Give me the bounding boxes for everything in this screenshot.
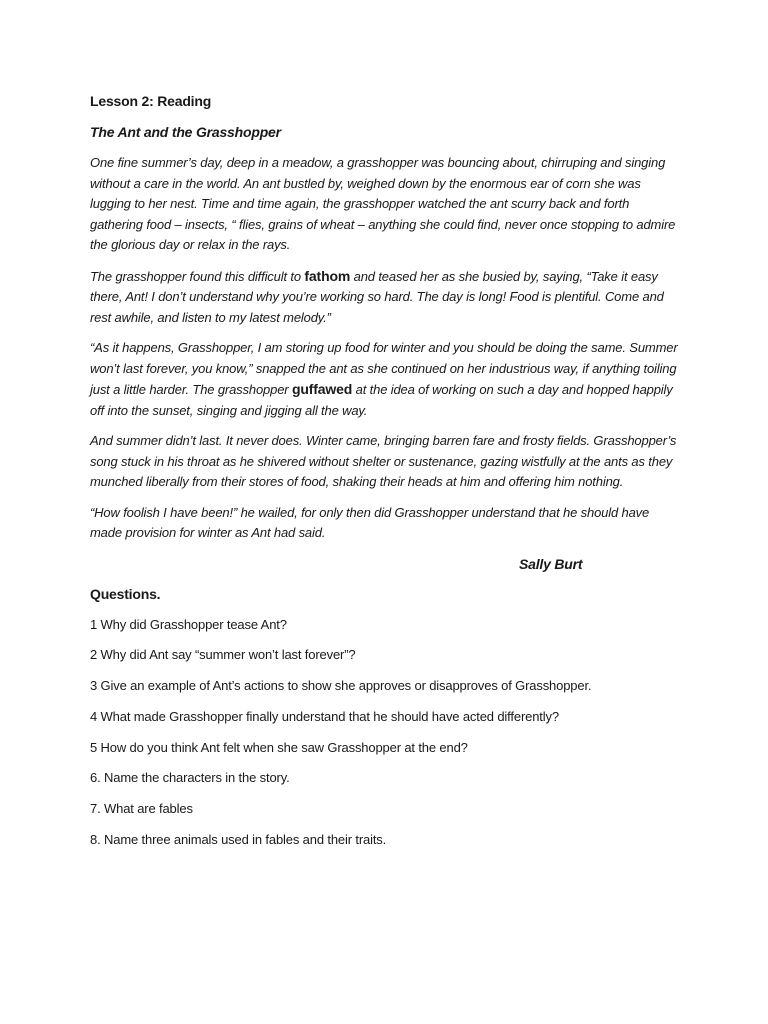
story-title: The Ant and the Grasshopper — [90, 124, 281, 140]
story-paragraph-3 — [90, 338, 680, 421]
paragraph-text: The grasshopper found this difficult to — [90, 268, 305, 284]
question-item: 4 What made Grasshopper finally understand that he should have acted differently? — [90, 708, 559, 724]
paragraph-text: and teased her as she busied by, saying, “Take it easy there, Ant! I don’t understand why you’re working so hard. The day is long! Food is plentiful. Come and rest awhile, and listen to my latest melody.” — [90, 268, 664, 325]
question-item: 3 Give an example of Ant’s actions to show she approves or disapproves of Grasshopper. — [90, 678, 592, 694]
vocabulary-word-fathom: fathom — [304, 267, 351, 284]
paragraph-text: “As it happens, Grasshopper, I am storing up food for winter and you should be doing the same. Summer won’t last forever, you know,” snapped the ant as she continued on her industrious way, if anything toiling just a little harder. The grasshopper — [90, 340, 678, 397]
question-item: 2 Why did Ant say “summer won’t last forever”? — [90, 647, 356, 663]
story-paragraph-1: One fine summer’s day, deep in a meadow, a grasshopper was bouncing about, chirruping and singing without a care in the world. An ant bustled by, weighed down by the enormous ear of corn she was lugging to her nest. Time and time again, the grasshopper watched the ant scurry back and forth gathering food – insects, “ flies, grains of wheat – anything she could find, never once stopping to admire the glorious day or relax in the rays. — [90, 155, 676, 252]
question-item: 8. Name three animals used in fables and their traits. — [90, 832, 387, 848]
story-paragraph-5: “How foolish I have been!” he wailed, for only then did Grasshopper understand that he should have made provision for winter as Ant had said. — [90, 504, 650, 540]
questions-heading: Questions. — [90, 585, 161, 602]
question-item: 7. What are fables — [90, 801, 193, 817]
story-author: Sally Burt — [519, 555, 583, 572]
story-paragraph-2 — [90, 266, 680, 329]
paragraph-text: at the idea of working on such a day and hopped happily off into the sunset, singing and jigging all the way. — [90, 382, 673, 418]
story-paragraph-4: And summer didn’t last. It never does. Winter came, bringing barren fare and frosty fields. Grasshopper’s song stuck in his throat as he shivered without shelter or sustenance, gazing wistfully at the ants as they munched liberally from their stores of food, shaking their heads at him and offering him nothing. — [90, 433, 677, 489]
question-item: 5 How do you think Ant felt when she saw Grasshopper at the end? — [90, 739, 468, 755]
question-item: 6. Name the characters in the story. — [90, 770, 290, 786]
question-item: 1 Why did Grasshopper tease Ant? — [90, 616, 287, 632]
vocabulary-word-guffawed: guffawed — [291, 381, 353, 397]
lesson-heading: Lesson 2: Reading — [90, 93, 212, 109]
worksheet-page — [90, 91, 680, 861]
